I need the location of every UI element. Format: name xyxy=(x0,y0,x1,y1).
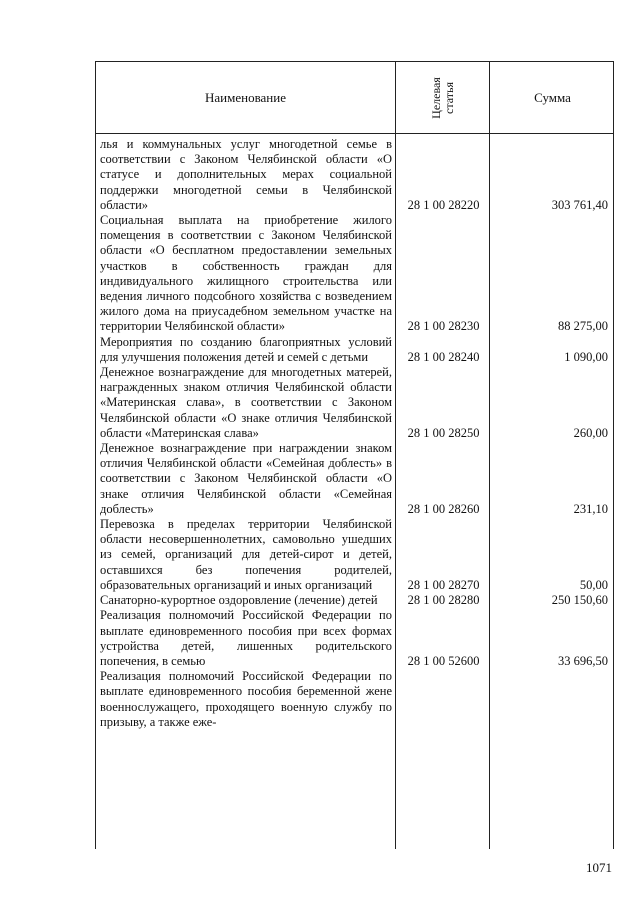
header-sum: Сумма xyxy=(534,89,571,105)
budget-table xyxy=(95,61,614,849)
row-description: Социальная выплата на приобретение жилого помещения в соответствии с Законом Челябинской области «О бесплатном предоставлении земельных участков в собственность граждан для индивидуального жилищного строительства или ведения личного подсобного хозяйства с возведением жилого дома на приусадебном земельном участке на территории Челябинской области» xyxy=(100,213,392,334)
row-sum: 231,10 xyxy=(573,501,608,516)
header-code-line1: Целевая xyxy=(428,76,443,119)
row-code: 28 1 00 52600 xyxy=(407,653,480,668)
table-row xyxy=(96,517,615,593)
table-body xyxy=(96,137,615,730)
row-description: Санаторно-курортное оздоровление (лечение) детей xyxy=(100,593,378,608)
row-description: Реализация полномочий Российской Федерации по выплате единовременного пособия беременной жене военнослужащего, проходящего военную службу по призыву, а также еже- xyxy=(100,669,392,729)
row-code: 28 1 00 28220 xyxy=(407,197,480,212)
row-sum: 50,00 xyxy=(579,577,608,592)
row-description: лья и коммунальных услуг многодетной семье в соответствии с Законом Челябинской области «О статусе и дополнительных мерах социальной поддержки многодетной семьи в Челябинской области» xyxy=(100,137,392,212)
row-code: 28 1 00 28230 xyxy=(407,319,480,334)
row-code: 28 1 00 28270 xyxy=(407,577,480,592)
row-description: Перевозка в пределах территории Челябинской области несовершеннолетних, самовольно ушедших из семей, организаций для детей-сирот и детей, оставшихся без попечения родителей, образовательных организаций и иных организаций xyxy=(100,517,392,592)
table-row xyxy=(96,365,615,441)
table-row xyxy=(96,441,615,517)
table-row xyxy=(96,593,615,608)
table-row xyxy=(96,213,615,335)
row-code: 28 1 00 28260 xyxy=(407,501,480,516)
table-row xyxy=(96,137,615,213)
page-number: 1071 xyxy=(586,860,612,875)
table-row xyxy=(96,669,615,730)
row-sum: 303 761,40 xyxy=(551,197,608,212)
header-code xyxy=(396,62,489,133)
header-code-line2: статья xyxy=(441,81,456,114)
header-divider xyxy=(96,133,613,134)
row-description: Мероприятия по созданию благоприятных условий для улучшения положения детей и семей с детьми xyxy=(100,334,392,364)
table-row xyxy=(96,335,615,365)
table-row xyxy=(96,608,615,669)
row-description: Денежное вознаграждение при награждении знаком отличия Челябинской области «Семейная доблесть» в соответствии с Законом Челябинской области «О знаке отличия Челябинской области «Семейная доблесть» xyxy=(100,441,392,516)
header-name: Наименование xyxy=(205,89,286,105)
row-code: 28 1 00 28250 xyxy=(407,425,480,440)
row-code: 28 1 00 28280 xyxy=(407,593,480,608)
row-sum: 250 150,60 xyxy=(551,593,608,608)
row-sum: 33 696,50 xyxy=(558,653,608,668)
row-code: 28 1 00 28240 xyxy=(407,349,480,364)
row-sum: 260,00 xyxy=(573,425,608,440)
row-sum: 1 090,00 xyxy=(564,349,608,364)
row-description: Денежное вознаграждение для многодетных матерей, награжденных знаком отличия Челябинской области «Материнская слава», в соответствии с Законом Челябинской области «О знаке отличия Челябинской области «Материнская слава» xyxy=(100,365,392,440)
row-description: Реализация полномочий Российской Федерации по выплате единовременного пособия при всех формах устройства детей, лишенных родительского попечения, в семью xyxy=(100,608,392,668)
row-sum: 88 275,00 xyxy=(558,319,608,334)
